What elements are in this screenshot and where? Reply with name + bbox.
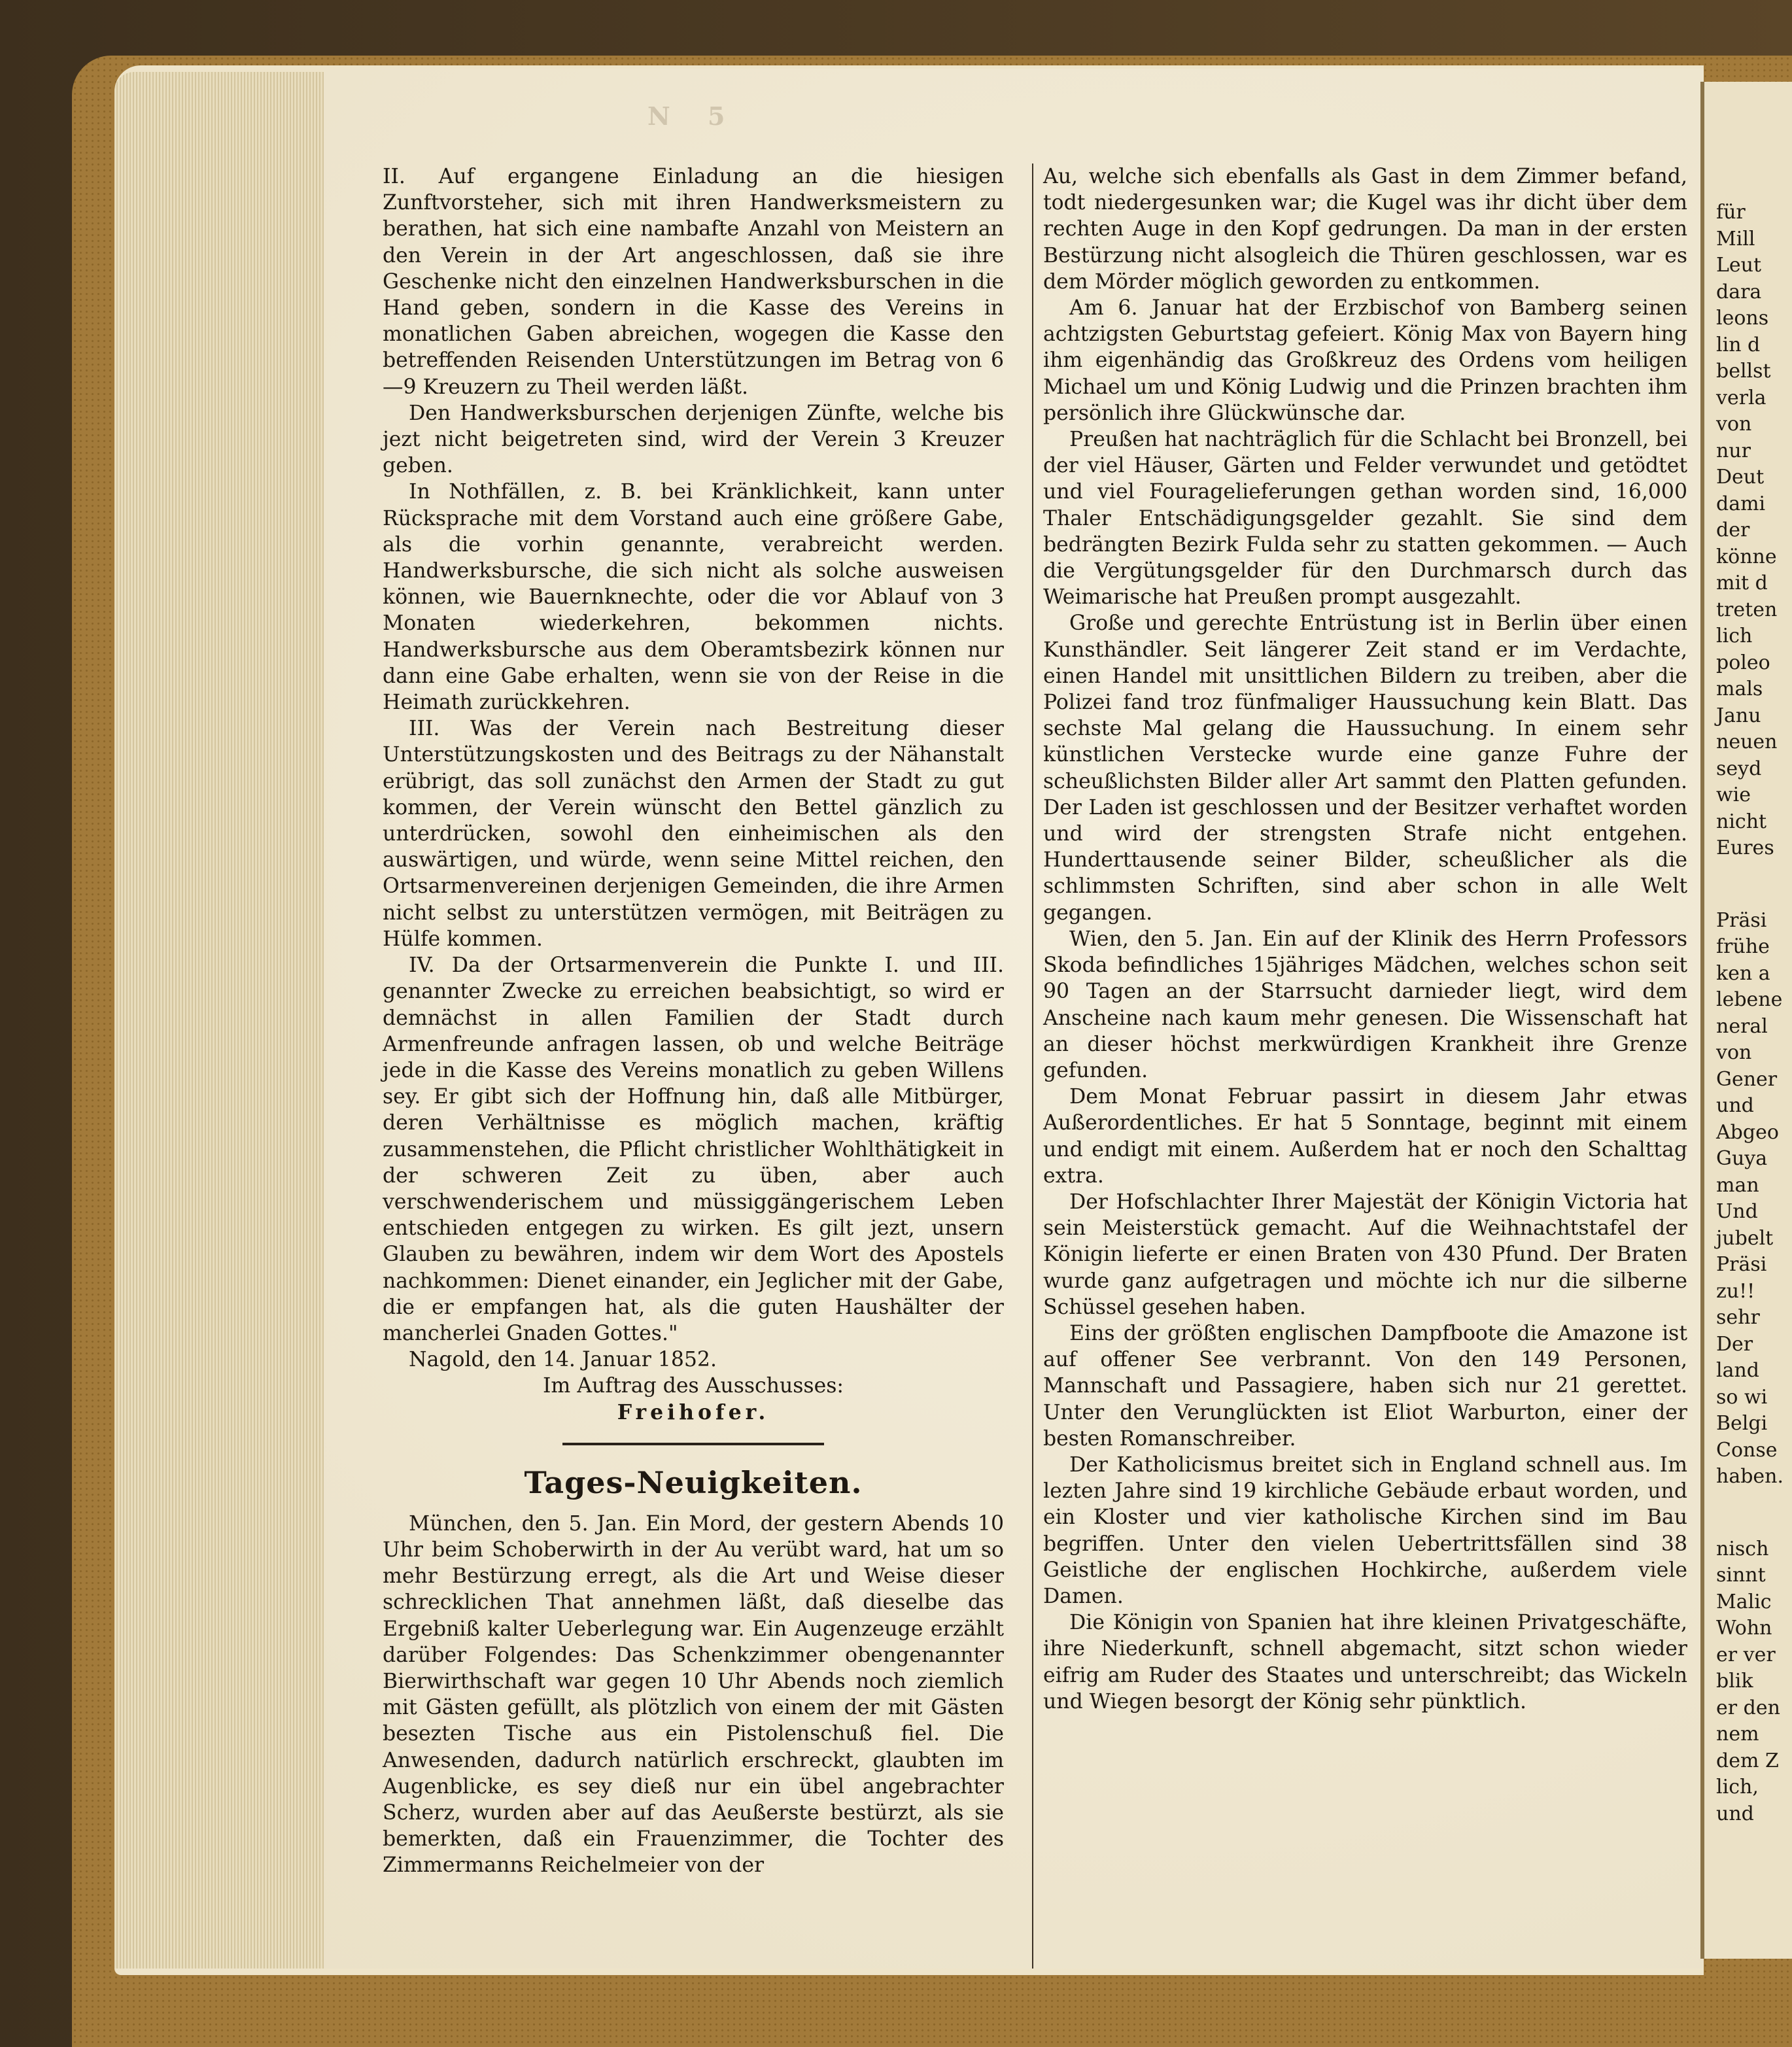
next-page-fragment: Eures: [1716, 836, 1774, 859]
next-page-fragment: von: [1716, 413, 1752, 436]
next-page-fragment: Präsi: [1716, 1253, 1767, 1276]
next-page-fragment: der: [1716, 519, 1750, 542]
next-page-fragment: lich,: [1716, 1776, 1759, 1798]
next-page-fragment: bellst: [1716, 360, 1771, 383]
next-page-fragment: er ver: [1716, 1643, 1776, 1666]
next-page-fragment: Belgi: [1716, 1412, 1768, 1435]
show-through-header: N 5: [647, 101, 740, 131]
page-edges: [114, 72, 324, 1969]
next-page-fragment: Guya: [1716, 1147, 1768, 1170]
news-katholicismus: Der Katholicismus breitet sich in England schnell aus. Im lezten Jahre sind 19 kirchliche Gebäude erbaut worden, und ein Kloster und vier katholische Kirchen sind im Bau begriffen. Unter den vielen Uebertrittsfällen sind 38 Geistliche der englischen Hochkirche, außerdem viele Damen.: [1043, 1453, 1687, 1608]
news-preussen: Preußen hat nachträglich für die Schlacht bei Bronzell, bei der viel Häuser, Gärten und Felder verwundet und getödtet und viel Fouragelieferungen gethan worden sind, 16,000 Thaler Entschädigungsgelder gezahlt. Sie sind dem bedrängten Bezirk Fulda sehr zu statten gekommen. — Auch die Vergütungsgelder für den Durchmarsch durch das Weimarische hat Preußen prompt ausgezahlt.: [1043, 428, 1687, 610]
next-page-fragment: nicht: [1716, 810, 1767, 833]
next-page-fragment: Mill: [1716, 227, 1755, 250]
news-bamberg: Am 6. Januar hat der Erzbischof von Bamberg seinen achtzigsten Geburtstag gefeiert. König Max von Bayern hing ihm eigenhändig das Großkreuz des Ordens vom heiligen Michael um und König Ludwig und die Prinzen brachten ihm persönlich ihre Glückwünsche dar.: [1043, 296, 1687, 425]
next-page-fragment: blik: [1716, 1670, 1753, 1693]
next-page-fragment: er den: [1716, 1696, 1780, 1719]
paragraph-nothfaelle: In Nothfällen, z. B. bei Kränklichkeit, kann unter Rücksprache mit dem Vorstand auch eine größere Gabe, als die vorhin genannte, verabreicht werden. Handwerksbursche, die sich nicht als solche ausweisen können, wie Bauernknechte, oder die vor Ablauf von 3 Monaten wiederkehren, bekommen nichts. Handwerksbursche aus dem Oberamtsbezirk können nur dann eine Gabe erhalten, wenn sie von der Reise in die Heimath zurückkehren.: [383, 480, 1004, 715]
next-page-fragment: für: [1716, 201, 1746, 224]
next-page-fragment: ken a: [1716, 961, 1770, 985]
next-page-fragment: könne: [1716, 545, 1777, 568]
signature: Freihofer.: [617, 1400, 770, 1424]
next-page-fragment: dami: [1716, 492, 1766, 515]
next-page-fragment: und: [1716, 1802, 1754, 1825]
next-page-fragment: poleo: [1716, 651, 1770, 674]
paragraph-ii: II. Auf ergangene Einladung an die hiesigen Zunftvorsteher, sich mit ihren Handwerksmeistern zu berathen, hat sich eine nambafte Anzahl von Meistern an den Verein in der Art angeschlossen, daß sie ihre Geschenke nicht den einzelnen Handwerksburschen in die Hand geben, sondern in die Kasse des Vereins in monatlichen Gaben abreichen, wogegen die Kasse den betreffenden Reisenden Unterstützungen im Betrag von 6—9 Kreuzern zu Theil werden läßt.: [383, 165, 1004, 399]
next-page-fragment: Janu: [1716, 704, 1761, 727]
next-page-fragment: Abgeo: [1716, 1120, 1779, 1144]
section-rule: [562, 1443, 824, 1445]
next-page-fragment: Leut: [1716, 254, 1762, 277]
next-page-fragment: Und: [1716, 1200, 1758, 1223]
next-page-fragment: so wi: [1716, 1385, 1768, 1409]
news-au-continued: Au, welche sich ebenfalls als Gast in dem Zimmer befand, todt niedergesunken war; die Kugel was ihr dicht über dem rechten Auge in den Kopf gedrungen. Da man in der ersten Bestürzung nicht alsogleich die Thüren geschlossen, war es dem Mörder möglich geworden zu entkommen.: [1043, 165, 1687, 294]
news-hofschlachter: Der Hofschlachter Ihrer Majestät der Königin Victoria hat sein Meisterstück gemacht. Auf die Weihnachtstafel der Königin lieferte er einen Braten von 430 Pfund. Der Braten wurde ganz aufgetragen und möchte ich nur die silberne Schüssel gesehen haben.: [1043, 1190, 1687, 1319]
news-amazone: Eins der größten englischen Dampfboote die Amazone ist auf offener See verbrannt. Von den 149 Personen, Mannschaft und Passagiere, haben sich nur 21 gerettet. Unter den Verunglückten ist Eliot Warburton, einer der besten Romanschreiber.: [1043, 1321, 1687, 1451]
next-page-fragment: seyd: [1716, 757, 1762, 780]
next-page-edge: [1700, 82, 1792, 1959]
on-behalf-line: Im Auftrag des Ausschusses:: [542, 1374, 844, 1398]
next-page-fragment: lebene: [1716, 988, 1783, 1011]
next-page-fragment: sinnt: [1716, 1564, 1766, 1587]
next-page-fragment: mals: [1716, 678, 1763, 700]
next-page-fragment: lin d: [1716, 333, 1761, 356]
next-page-fragment: nisch: [1716, 1537, 1769, 1560]
next-page-fragment: Deut: [1716, 466, 1765, 489]
next-page-fragment: zu!!: [1716, 1279, 1755, 1303]
next-page-fragment: Conse: [1716, 1438, 1778, 1462]
next-page-fragment: von: [1716, 1041, 1752, 1064]
next-page-fragment: und: [1716, 1094, 1754, 1117]
column-divider: [1032, 163, 1033, 1969]
next-page-fragment: Gener: [1716, 1067, 1778, 1091]
next-page-fragment: leons: [1716, 307, 1769, 330]
next-page-fragment: Malic: [1716, 1590, 1772, 1613]
next-page-fragment: haben.: [1716, 1465, 1784, 1488]
next-page-fragment: neral: [1716, 1014, 1768, 1038]
next-page-fragment: wie: [1716, 783, 1751, 806]
next-page-fragment: nur: [1716, 439, 1751, 462]
place-date: Nagold, den 14. Januar 1852.: [409, 1348, 717, 1372]
news-berlin: Große und gerechte Entrüstung ist in Berlin über einen Kunsthändler. Seit längerer Zeit stand er im Verdachte, einen Handel mit unsittlichen Bildern zu treiben, aber die Polizei fand troz fünfmaliger Haussuchung kein Blatt. Das sechste Mal gelang die Haussuchung. In einem sehr künstlichen Verstecke wurde eine ganze Fuhre der scheußlichsten Bilder aller Art sammt den Platten gefunden. Der Laden ist geschlossen und der Besitzer verhaftet worden und wird der strengsten Strafe nicht entgehen. Hunderttausende seiner Bilder, scheußlicher als die schlimmsten Schriften, sind aber schon in alle Welt gegangen.: [1043, 611, 1687, 925]
next-page-fragment: nem: [1716, 1723, 1759, 1746]
next-page-fragment: Der: [1716, 1332, 1753, 1356]
next-page-fragment: mit d: [1716, 572, 1768, 594]
next-page-fragment: frühe: [1716, 935, 1770, 958]
next-page-fragment: dara: [1716, 280, 1762, 303]
right-column: [1043, 163, 1687, 1715]
paragraph-zuenfte: Den Handwerksburschen derjenigen Zünfte, welche bis jezt nicht beigetreten sind, wird der Verein 3 Kreuzer geben.: [383, 401, 1004, 478]
next-page-fragment: jubelt: [1716, 1226, 1774, 1250]
news-muenchen: München, den 5. Jan. Ein Mord, der gestern Abends 10 Uhr beim Schoberwirth in der Au verübt ward, hat um so mehr Bestürzung erregt, als die Art und Weise dieser schrecklichen That annehmen läßt, daß dieselbe das Ergebniß kalter Ueberlegung war. Ein Augenzeuge erzählt darüber Folgendes: Das Schenkzimmer obengenannter Bierwirthschaft war gegen 10 Uhr Abends noch ziemlich mit Gästen gefüllt, als plötzlich von einem der mit Gästen besezten Tische aus ein Pistolenschuß fiel. Die Anwesenden, dadurch natürlich erschreckt, glaubten im Augenblicke, es sey dieß nur ein übel angebrachter Scherz, wurden aber auf das Aeußerste bestürzt, als sie bemerkten, daß ein Frauenzimmer, die Tochter des Zimmermanns Reichelmeier von der: [383, 1511, 1004, 1878]
next-page-fragment: treten: [1716, 598, 1778, 621]
next-page-fragment: lich: [1716, 625, 1753, 647]
paragraph-iii: III. Was der Verein nach Bestreitung dieser Unterstützungskosten und des Beitrags zu der Nähanstalt erübrigt, das soll zunächst den Armen der Stadt zu gut kommen, der Verein wünscht den Bettel gänzlich zu unterdrücken, sowohl den einheimischen als den auswärtigen, und würde, wenn seine Mittel reichen, den Ortsarmenvereinen derjenigen Gemeinden, die ihre Armen nicht selbst zu unterstützen vermögen, mit Beiträgen zu Hülfe kommen.: [383, 717, 1004, 951]
news-februar: Dem Monat Februar passirt in diesem Jahr etwas Außerordentliches. Er hat 5 Sonntage, beginnt mit einem und endigt mit einem. Außerdem hat er noch den Schalttag extra.: [1043, 1085, 1687, 1188]
paragraph-iv: IV. Da der Ortsarmenverein die Punkte I. und III. genannter Zwecke zu erreichen beabsichtigt, so wird er demnächst in allen Familien der Stadt durch Armenfreunde anfragen lassen, ob und welche Beiträge jede in die Kasse des Vereins monatlich zu geben Willens sey. Er gibt sich der Hoffnung hin, daß alle Mitbürger, deren Verhältnisse es möglich machen, kräftig zusammenstehen, die Pflicht christlicher Wohlthätigkeit in der schweren Zeit zu üben, aber auch verschwenderischem und müssiggängerischem Leben entschieden entgegen zu wirken. Es gilt jezt, unsern Glauben zu bewähren, indem wir dem Wort des Apostels nachkommen: Dienet einander, ein Jeglicher mit der Gabe, die er empfangen hat, als die guten Haushälter der mancherlei Gnaden Gottes.": [383, 954, 1004, 1345]
next-page-fragment: verla: [1716, 386, 1766, 409]
next-page-fragment: Wohn: [1716, 1617, 1772, 1640]
section-heading: Tages-Neuigkeiten.: [524, 1464, 863, 1500]
next-page-fragment: dem Z: [1716, 1749, 1779, 1772]
next-page-fragment: neuen: [1716, 731, 1778, 753]
next-page-fragment: Präsi: [1716, 908, 1767, 932]
next-page-fragment: sehr: [1716, 1306, 1760, 1329]
left-column: [383, 163, 1004, 1879]
news-spanien: Die Königin von Spanien hat ihre kleinen Privatgeschäfte, ihre Niederkunft, schnell abgemacht, sitzt schon wieder eifrig am Ruder des Staates und unterschreibt; das Wickeln und Wiegen besorgt der König sehr pünktlich.: [1043, 1611, 1687, 1713]
news-wien: Wien, den 5. Jan. Ein auf der Klinik des Herrn Professors Skoda befindliches 15jähriges Mädchen, welches schon seit 90 Tagen an der Starrsucht darnieder liegt, wird dem Anscheine nach kaum mehr genesen. Die Wissenschaft hat an dieser höchst merkwürdigen Krankheit ihre Grenze gefunden.: [1043, 927, 1687, 1082]
next-page-fragment: man: [1716, 1173, 1759, 1197]
next-page-fragment: land: [1716, 1359, 1760, 1382]
